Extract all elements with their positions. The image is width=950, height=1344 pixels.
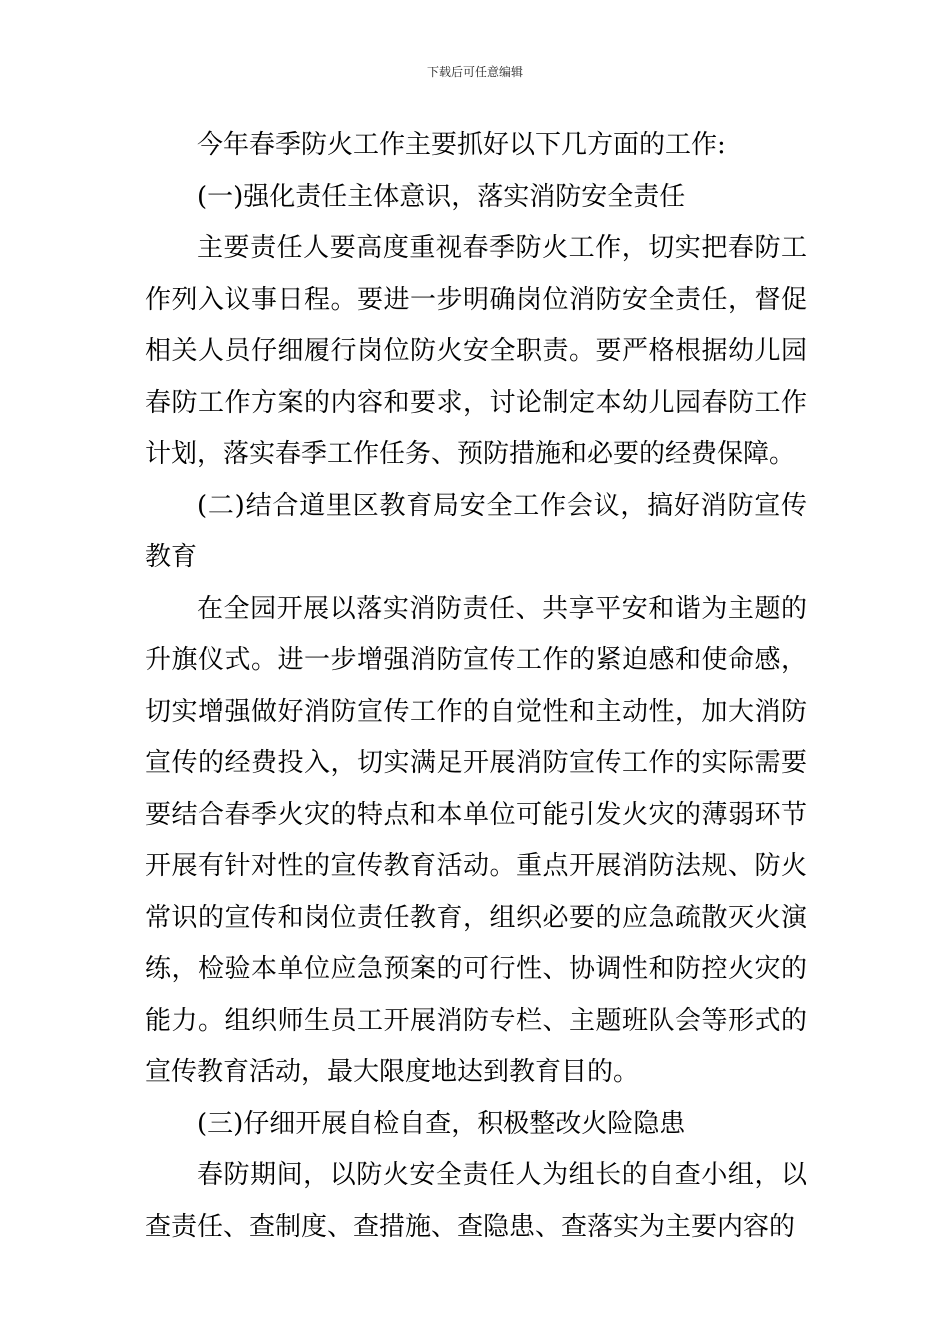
intro-paragraph: 今年春季防火工作主要抓好以下几方面的工作: [197,130,726,160]
section-3-paragraph: 春防期间，以防火安全责任人为组长的自查小组，以查责任、查制度、查措施、查隐患、查落实为主要内容的 [145,1160,807,1242]
section-heading-2: (二)结合道里区教育局安全工作会议，搞好消防宣传教育 [145,490,807,572]
section-2-paragraph: 在全园开展以落实消防责任、共享平安和谐为主题的升旗仪式。进一步增强消防宣传工作的紧迫感和使命感，切实增强做好消防宣传工作的自觉性和主动性，加大消防宣传的经费投入，切实满足开展消防宣传工作的实际需要要结合春季火灾的特点和本单位可能引发火灾的薄弱环节开展有针对性的宣传教育活动。重点开展消防法规、防火常识的宣传和岗位责任教育，组织必要的应急疏散灭火演练，检验本单位应急预案的可行性、协调性和防控火灾的能力。组织师生员工开展消防专栏、主题班队会等形式的宣传教育活动，最大限度地达到教育目的。 [145,593,807,1087]
section-heading-3: (三)仔细开展自检自查，积极整改火险隐患 [197,1108,686,1139]
section-heading-1: (一)强化责任主体意识，落实消防安全责任 [197,181,686,212]
page-header-note: 下载后可任意编辑 [426,65,523,79]
document-body [145,120,807,1253]
section-1-paragraph: 主要责任人要高度重视春季防火工作，切实把春防工作列入议事日程。要进一步明确岗位消防安全责任，督促相关人员仔细履行岗位防火安全职责。要严格根据幼儿园春防工作方案的内容和要求，讨论制定本幼儿园春防工作计划，落实春季工作任务、预防措施和必要的经费保障。 [145,233,807,469]
